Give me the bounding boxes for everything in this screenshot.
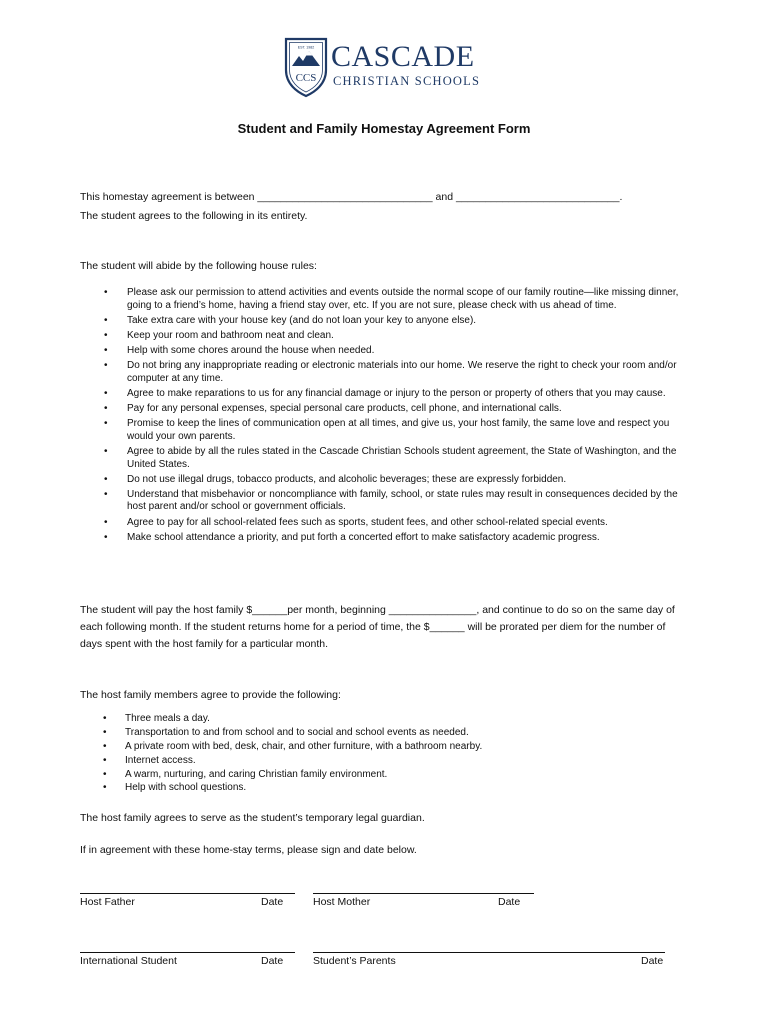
students-parents-label: Student’s Parents — [313, 955, 396, 967]
list-item: • Make school attendance a priority, and put forth a concerted effort to make satisfactory academic progress. — [80, 532, 687, 545]
guardian-statement: The host family agrees to serve as the student’s temporary legal guardian. — [80, 812, 425, 824]
students-parents-signature-line[interactable] — [313, 952, 665, 953]
list-item: • Do not bring any inappropriate reading or electronic materials into our home. We reserve the right to check your room and/or computer at any time. — [80, 360, 687, 385]
international-student-label: International Student — [80, 955, 177, 967]
host-mother-date-label: Date — [498, 896, 521, 908]
host-father-date-label: Date — [261, 896, 284, 908]
students-parents-date-label: Date — [641, 955, 664, 967]
logo-subtitle: CHRISTIAN SCHOOLS — [333, 74, 481, 88]
host-father-label: Host Father — [80, 896, 135, 908]
host-mother-signature-line[interactable] — [313, 893, 534, 894]
host-provisions-list — [80, 713, 685, 796]
logo-est-text: EST. 1982 — [297, 45, 315, 50]
list-item: • Agree to pay for all school-related fees such as sports, student fees, and other school-related special events. — [80, 517, 687, 530]
list-item: • Three meals a day. — [80, 713, 685, 726]
international-student-signature-line[interactable] — [80, 952, 295, 953]
shield-emblem-icon — [283, 36, 329, 98]
list-item: • Help with school questions. — [80, 782, 685, 795]
list-item: • Agree to abide by all the rules stated in the Cascade Christian Schools student agreement, the State of Washington, and the United States. — [80, 446, 687, 471]
list-item: • A private room with bed, desk, chair, and other furniture, with a bathroom nearby. — [80, 741, 685, 754]
list-item: • Pay for any personal expenses, special personal care products, cell phone, and international calls. — [80, 403, 687, 416]
logo-monogram: CCS — [295, 72, 317, 84]
list-item: • Help with some chores around the house when needed. — [80, 345, 687, 358]
list-item: • A warm, nurturing, and caring Christian family environment. — [80, 769, 685, 782]
list-item: • Promise to keep the lines of communication open at all times, and give us, your host family, the same love and respect you would your own parents. — [80, 418, 687, 443]
house-rules-list — [80, 287, 687, 547]
list-item: • Agree to make reparations to us for any financial damage or injury to the person or property of others that you may cause. — [80, 388, 687, 401]
list-item: • Transportation to and from school and to social and school events as needed. — [80, 727, 685, 740]
international-student-date-label: Date — [261, 955, 284, 967]
list-item: • Understand that misbehavior or noncompliance with family, school, or state rules may result in consequences decided by the host parent and/or school or government officials. — [80, 489, 687, 514]
intro-line-2: The student agrees to the following in its entirety. — [80, 210, 308, 222]
host-father-signature-line[interactable] — [80, 893, 295, 894]
host-intro: The host family members agree to provide the following: — [80, 689, 341, 701]
list-item: • Keep your room and bathroom neat and clean. — [80, 330, 687, 343]
intro-line-1: This homestay agreement is between ______________________________ and ____________________________. — [80, 191, 623, 203]
host-mother-label: Host Mother — [313, 896, 371, 908]
list-item: • Do not use illegal drugs, tobacco products, and alcoholic beverages; these are expressly forbidden. — [80, 474, 687, 487]
school-logo — [283, 36, 483, 102]
logo-name: CASCADE — [331, 40, 475, 73]
list-item: • Please ask our permission to attend activities and events outside the normal scope of our family routine—like missing dinner, going to a friend’s home, having a friend stay over, etc. If you are not sure, please check with us ahead of time. — [80, 287, 687, 312]
list-item: • Take extra care with your house key (and do not loan your key to anyone else). — [80, 315, 687, 328]
rules-intro: The student will abide by the following house rules: — [80, 260, 317, 272]
sign-instruction: If in agreement with these home-stay terms, please sign and date below. — [80, 844, 417, 856]
list-item: • Internet access. — [80, 755, 685, 768]
payment-paragraph: The student will pay the host family $______per month, beginning _______________, and continue to do so on the same day of each following month. If the student returns home for a period of time, the $______ will be prorated per diem for the number of days spent with the host family for a particular month. — [80, 604, 675, 650]
form-title: Student and Family Homestay Agreement Form — [237, 121, 531, 136]
